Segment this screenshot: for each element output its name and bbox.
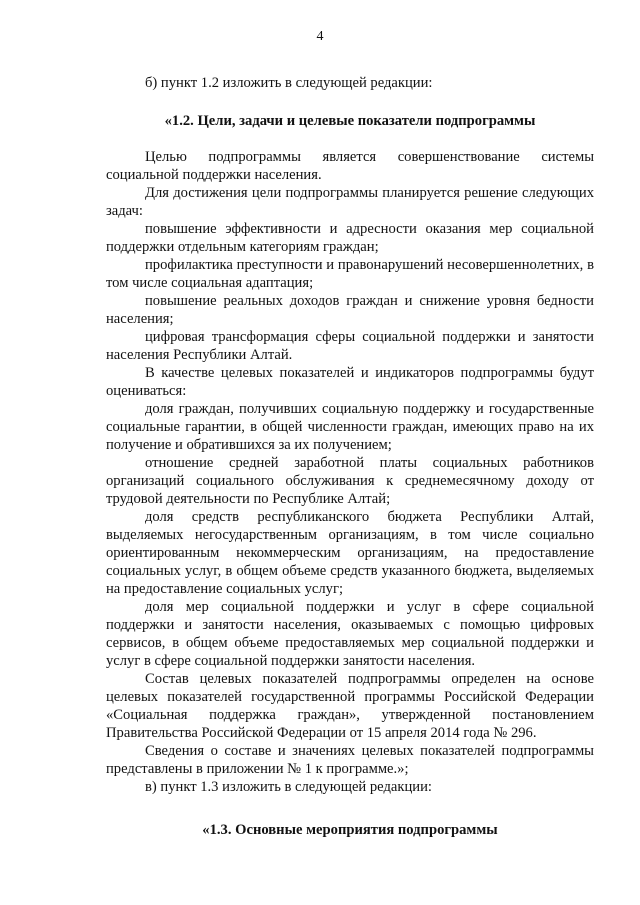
section-heading-1-3: «1.3. Основные мероприятия подпрограммы: [202, 822, 498, 838]
page-number: 4: [316, 29, 324, 44]
list-item-task: повышение реальных доходов граждан и снижение уровня бедности населения;: [106, 293, 594, 327]
paragraph: В качестве целевых показателей и индикаторов подпрограммы будут оцениваться:: [106, 365, 594, 399]
amendment-intro-b: б) пункт 1.2 изложить в следующей редакции:: [145, 75, 433, 91]
list-item-task: профилактика преступности и правонарушений несовершеннолетних, в том числе социальная адаптация;: [106, 257, 594, 291]
list-item-indicator: доля средств республиканского бюджета Республики Алтай, выделяемых негосударственным организациям, в том числе социально ориентированным некоммерческим организациям, на предоставление социальных услуг, в общем объеме средств указанного бюджета, выделяемых на предоставление социальных услуг;: [106, 509, 594, 597]
amendment-intro-v: в) пункт 1.3 изложить в следующей редакции:: [145, 779, 432, 795]
list-item-indicator: доля мер социальной поддержки и услуг в сфере социальной поддержки и занятости населения, оказываемых с помощью цифровых сервисов, в общем объеме предоставляемых мер социальной поддержки и услуг в сфере социальной поддержки занятости населения.: [106, 599, 594, 669]
paragraph: Состав целевых показателей подпрограммы определен на основе целевых показателей государственной программы Российской Федерации «Социальная поддержка граждан», утвержденной постановлением Правительства Российской Федерации от 15 апреля 2014 года № 296.: [106, 671, 594, 741]
list-item-indicator: доля граждан, получивших социальную поддержку и государственные социальные гарантии, в общей численности граждан, имеющих право на их получение и обратившихся за их получением;: [106, 401, 594, 453]
paragraph: Для достижения цели подпрограммы планируется решение следующих задач:: [106, 185, 594, 219]
paragraph: Целью подпрограммы является совершенствование системы социальной поддержки населения.: [106, 149, 594, 183]
section-heading-1-2: «1.2. Цели, задачи и целевые показатели подпрограммы: [164, 113, 536, 129]
document-body: [106, 74, 594, 839]
list-item-task: повышение эффективности и адресности оказания мер социальной поддержки отдельным категориям граждан;: [106, 221, 594, 255]
list-item-task: цифровая трансформация сферы социальной поддержки и занятости населения Республики Алтай.: [106, 329, 594, 363]
list-item-indicator: отношение средней заработной платы социальных работников организаций социального обслуживания к среднемесячному доходу от трудовой деятельности по Республике Алтай;: [106, 455, 594, 507]
paragraph: Сведения о составе и значениях целевых показателей подпрограммы представлены в приложении № 1 к программе.»;: [106, 743, 594, 777]
